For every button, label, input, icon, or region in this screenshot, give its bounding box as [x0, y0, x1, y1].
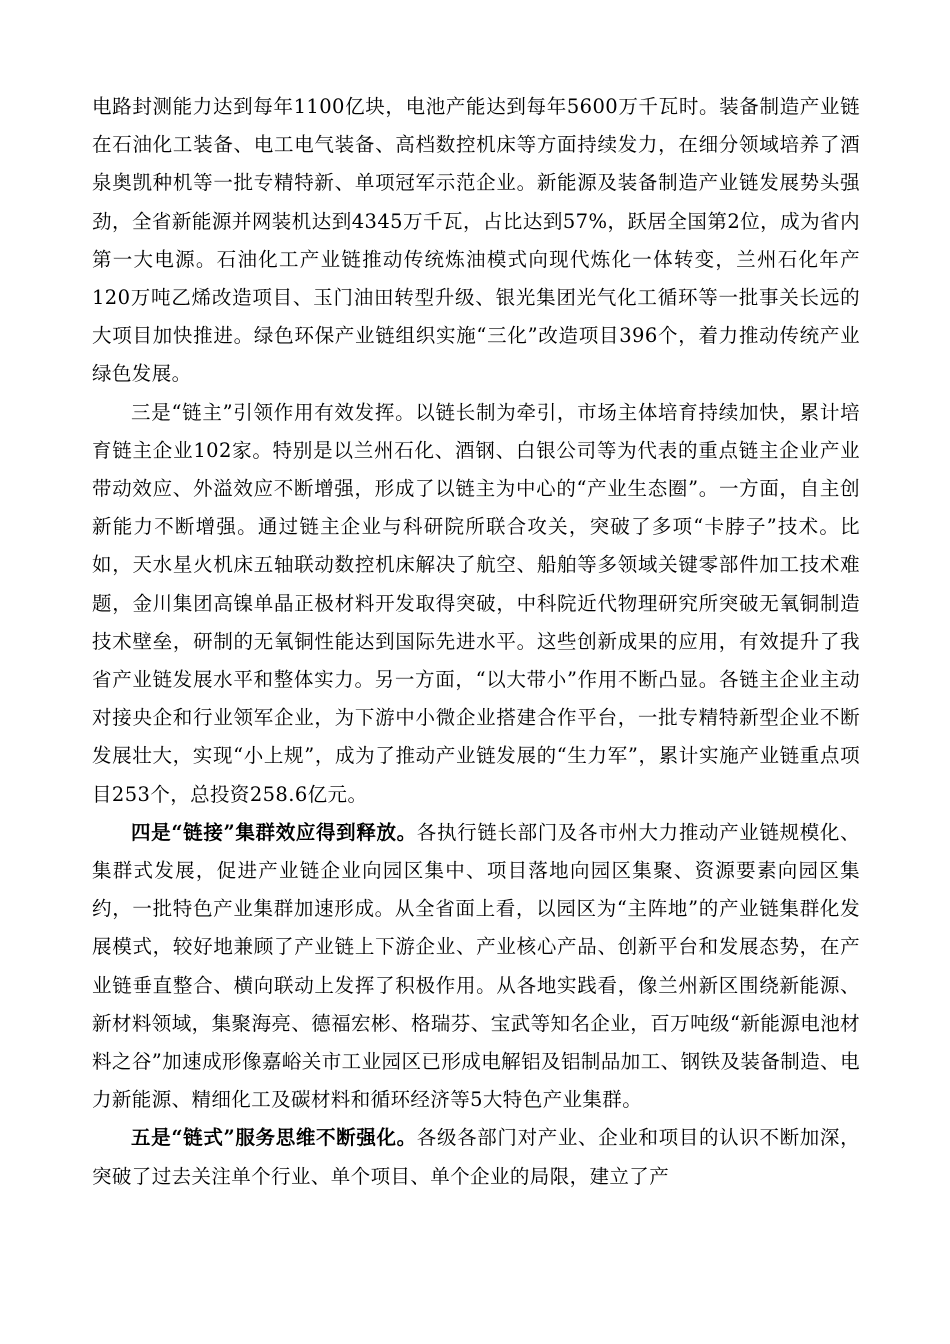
paragraph-1-text: 电路封测能力达到每年1100亿块，电池产能达到每年5600万千瓦时。装备制造产业链在石油化工装备、电工电气装备、高档数控机床等方面持续发力，在细分领域培养了酒泉奥凯种机等一批专精特新、单项冠军示范企业。新能源及装备制造产业链发展势头强劲，全省新能源并网装机达到4345万千瓦，占比达到57%，跃居全国第2位，成为省内第一大电源。石油化工产业链推动传统炼油模式向现代炼化一体转变，兰州石化年产120万吨乙烯改造项目、玉门油田转型升级、银光集团光气化工循环等一批事关长远的大项目加快推进。绿色环保产业链组织实施“三化”改造项目396个，着力推动传统产业绿色发展。 — [92, 95, 860, 386]
paragraph-3-text: 各执行链长部门及各市州大力推动产业链规模化、集群式发展，促进产业链企业向园区集中、项目落地向园区集聚、资源要素向园区集约，一批特色产业集群加速形成。从全省面上看，以园区为“主阵地”的产业链集群化发展模式，较好地兼顾了产业链上下游企业、产业核心产品、创新平台和发展态势，在产业链垂直整合、横向联动上发挥了积极作用。从各地实践看，像兰州新区围绕新能源、新材料领域，集聚海亮、德福宏彬、格瑞芬、宝武等知名企业，百万吨级“新能源电池材料之谷”加速成形像嘉峪关市工业园区已形成电解铝及铝制品加工、钢铁及装备制造、电力新能源、精细化工及碳材料和循环经济等5大特色产业集群。 — [92, 820, 860, 1112]
paragraph-2-text: 三是“链主”引领作用有效发挥。以链长制为牵引，市场主体培育持续加快，累计培育链主企业102家。特别是以兰州石化、酒钢、白银公司等为代表的重点链主企业产业带动效应、外溢效应不断增强，形成了以链主为中心的“产业生态圈”。一方面，自主创新能力不断增强。通过链主企业与科研院所联合攻关，突破了多项“卡脖子”技术。比如，天水星火机床五轴联动数控机床解决了航空、船舶等多领域关键零部件加工技术难题，金川集团高镍单晶正极材料开发取得突破，中科院近代物理研究所突破无氧铜制造技术壁垒，研制的无氧铜性能达到国际先进水平。这些创新成果的应用，有效提升了我省产业链发展水平和整体实力。另一方面，“以大带小”作用不断凸显。各链主企业主动对接央企和行业领军企业，为下游中小微企业搭建合作平台，一批专精特新型企业不断发展壮大，实现“小上规”，成为了推动产业链发展的“生力军”，累计实施产业链重点项目253个，总投资258.6亿元。 — [92, 400, 860, 806]
paragraph-2 — [92, 394, 860, 814]
paragraph-4 — [92, 1119, 860, 1195]
paragraph-3 — [92, 814, 860, 1120]
document-page — [92, 88, 860, 1196]
paragraph-4-text: 各级各部门对产业、企业和项目的认识不断加深，突破了过去关注单个行业、单个项目、单个企业的局限，建立了产 — [92, 1126, 860, 1188]
paragraph-3-lead: 四是“链接”集群效应得到释放。 — [131, 820, 417, 844]
paragraph-4-lead: 五是“链式”服务思维不断强化。 — [131, 1126, 417, 1150]
paragraph-1 — [92, 88, 860, 394]
